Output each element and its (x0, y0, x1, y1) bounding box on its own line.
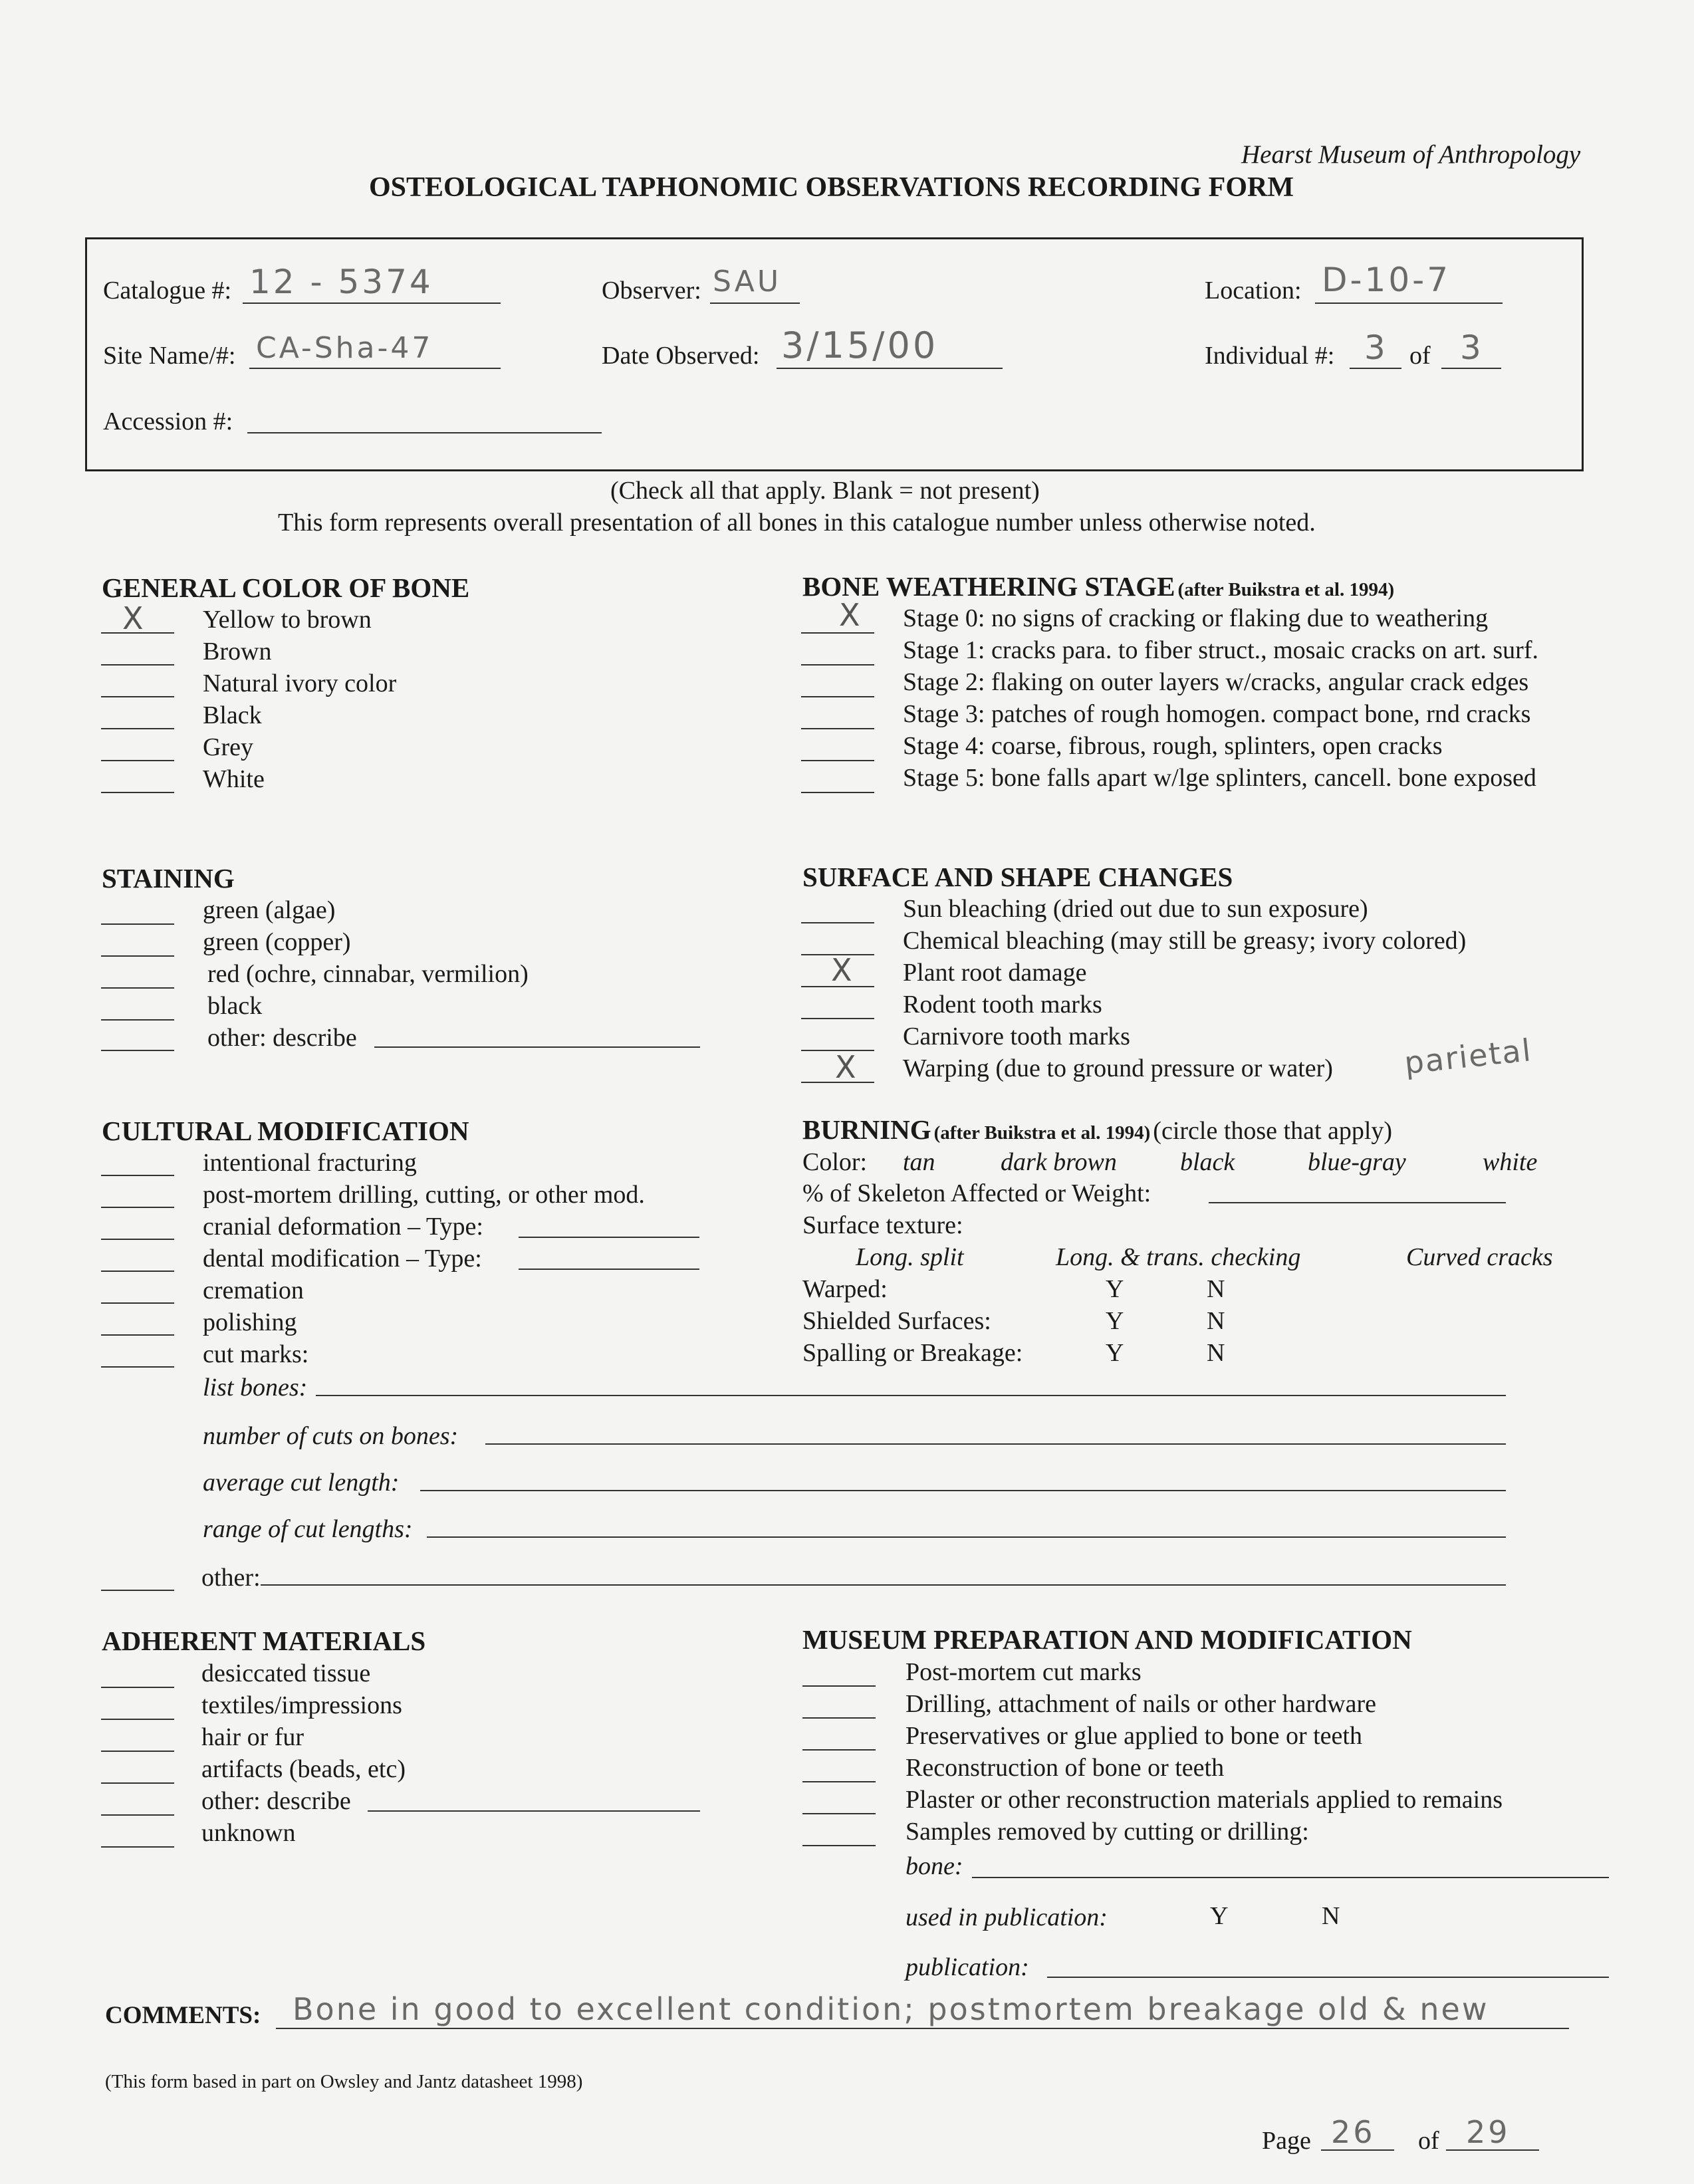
burning-color-dark-brown[interactable]: dark brown (1001, 1148, 1117, 1176)
list-item: hair or fur (201, 1723, 304, 1751)
list-item: Post-mortem cut marks (906, 1658, 1142, 1686)
check-mark: X (835, 1049, 856, 1085)
weathering-title: BONE WEATHERING STAGE (802, 571, 1175, 602)
checkbox-line[interactable] (801, 728, 874, 729)
checkbox-line[interactable] (101, 1751, 174, 1752)
list-item: Plaster or other reconstruction materials applied to remains (906, 1786, 1503, 1814)
location-value[interactable]: D-10-7 (1322, 261, 1451, 299)
list-item: unknown (201, 1819, 296, 1847)
average-cut-line[interactable] (420, 1490, 1506, 1491)
weathering-note: (after Buikstra et al. 1994) (1177, 579, 1395, 600)
checkbox-line[interactable] (101, 1050, 174, 1051)
page-label: Page (1262, 2127, 1311, 2155)
list-item: Preservatives or glue applied to bone or teeth (906, 1722, 1362, 1750)
dental-type-line[interactable] (519, 1269, 699, 1270)
list-item: Drilling, attachment of nails or other hardware (906, 1690, 1377, 1718)
list-item: desiccated tissue (201, 1659, 371, 1687)
burning-color-label: Color: (802, 1148, 868, 1176)
checkbox-line[interactable] (101, 1687, 174, 1688)
surface-title: SURFACE AND SHAPE CHANGES (802, 862, 1233, 892)
list-item: artifacts (beads, etc) (201, 1755, 406, 1783)
list-item: green (copper) (203, 928, 351, 956)
burning-title-wrap (802, 1114, 1392, 1146)
other-label: other: (201, 1564, 261, 1592)
list-item: Stage 3: patches of rough homogen. compact bone, rnd cracks (903, 700, 1531, 728)
checkbox-line[interactable] (101, 1846, 174, 1848)
individual-total[interactable]: 3 (1460, 328, 1484, 367)
instructions-line1: (Check all that apply. Blank = not present) (610, 477, 1040, 505)
checkbox-line[interactable] (802, 1813, 876, 1814)
catalogue-label: Catalogue #: (103, 277, 232, 304)
used-y[interactable]: Y (1210, 1902, 1229, 1930)
list-item: Grey (203, 733, 253, 761)
list-item: White (203, 765, 265, 793)
burning-row-y[interactable]: Y (1106, 1307, 1124, 1335)
checkbox-line[interactable] (101, 728, 174, 729)
checkbox-line[interactable] (101, 760, 174, 761)
burning-row-y[interactable]: Y (1106, 1339, 1124, 1367)
list-item: Stage 1: cracks para. to fiber struct., mosaic cracks on art. surf. (903, 636, 1538, 664)
general-color-title: GENERAL COLOR OF BONE (102, 572, 470, 603)
checkbox-line[interactable] (101, 955, 174, 957)
check-mark: X (839, 597, 860, 633)
instructions-line2: This form represents overall presentation of all bones in this catalogue number unless otherwise noted. (278, 509, 1316, 537)
check-mark: X (831, 952, 852, 988)
burning-row-label: Shielded Surfaces: (802, 1307, 991, 1335)
burning-color-blue-gray[interactable]: blue-gray (1308, 1148, 1406, 1176)
adherent-title: ADHERENT MATERIALS (102, 1626, 426, 1656)
list-item: Black (203, 701, 262, 729)
checkbox-line[interactable] (101, 1366, 174, 1368)
form-title: OSTEOLOGICAL TAPHONOMIC OBSERVATIONS RECORDING FORM (369, 172, 1294, 203)
individual-label: Individual #: (1205, 342, 1335, 370)
checkbox-line[interactable] (101, 1207, 174, 1208)
individual-line (1350, 368, 1401, 369)
list-bones-label: list bones: (203, 1374, 308, 1401)
checkbox-line[interactable] (801, 760, 874, 761)
weathering-title-wrap (802, 570, 1394, 602)
list-item: cremation (203, 1276, 304, 1304)
individual-value[interactable]: 3 (1364, 328, 1388, 367)
checkbox-line[interactable] (802, 1781, 876, 1782)
burning-instruction: (circle those that apply) (1153, 1117, 1393, 1145)
cranial-type-line[interactable] (519, 1237, 699, 1238)
checkbox-line[interactable] (101, 1590, 174, 1591)
list-item: Sun bleaching (dried out due to sun exposure) (903, 895, 1368, 923)
source-note: (This form based in part on Owsley and Jantz datasheet 1998) (105, 2071, 583, 2092)
list-item: Warping (due to ground pressure or water) (903, 1054, 1333, 1082)
catalogue-line (243, 303, 501, 304)
staining-describe-line[interactable] (374, 1046, 700, 1048)
list-item: textiles/impressions (201, 1691, 402, 1719)
list-item: Reconstruction of bone or teeth (906, 1754, 1225, 1782)
site-label: Site Name/#: (103, 342, 236, 370)
publication-label: publication: (906, 1953, 1029, 1981)
burning-row-n[interactable]: N (1207, 1339, 1225, 1367)
checkbox-line[interactable] (101, 1302, 174, 1304)
list-bones-line[interactable] (316, 1395, 1506, 1396)
average-cut-label: average cut length: (203, 1469, 400, 1497)
site-value[interactable]: CA-Sha-47 (256, 331, 433, 365)
comments-line (276, 2028, 1569, 2029)
checkbox-line[interactable] (101, 1271, 174, 1272)
burning-pct-label: % of Skeleton Affected or Weight: (802, 1179, 1151, 1207)
warping-note: parietal (1402, 1032, 1534, 1081)
museum-prep-title: MUSEUM PREPARATION AND MODIFICATION (802, 1624, 1412, 1655)
burning-title: BURNING (802, 1114, 931, 1145)
checkbox-line[interactable] (801, 922, 874, 923)
date-line (777, 368, 1003, 369)
list-item: cut marks: (203, 1340, 309, 1368)
range-cut-label: range of cut lengths: (203, 1515, 413, 1543)
list-item: polishing (203, 1308, 297, 1336)
list-item: Rodent tooth marks (903, 991, 1102, 1019)
list-item: Samples removed by cutting or drilling: (906, 1818, 1309, 1846)
list-item: Carnivore tooth marks (903, 1023, 1130, 1050)
page-value[interactable]: 26 (1331, 2114, 1376, 2150)
accession-label: Accession #: (103, 408, 233, 435)
burning-color-black[interactable]: black (1180, 1148, 1235, 1176)
list-item: Natural ivory color (203, 669, 397, 697)
list-item: dental modification – Type: (203, 1245, 482, 1273)
check-mark: X (122, 600, 144, 636)
checkbox-line[interactable] (802, 1749, 876, 1751)
checkbox-line[interactable] (801, 664, 874, 666)
list-item: Yellow to brown (203, 606, 372, 634)
bone-line[interactable] (972, 1877, 1609, 1878)
site-line (249, 368, 501, 369)
checkbox-line[interactable] (101, 664, 174, 666)
list-item: Chemical bleaching (may still be greasy; ivory colored) (903, 927, 1467, 955)
list-item: Stage 5: bone falls apart w/lge splinters, cancell. bone exposed (903, 764, 1536, 792)
checkbox-line[interactable] (101, 987, 174, 989)
checkbox-line[interactable] (802, 1717, 876, 1719)
other-line[interactable] (261, 1584, 1506, 1586)
staining-title: STAINING (102, 863, 235, 894)
burning-row-y[interactable]: Y (1106, 1275, 1124, 1303)
checkbox-line[interactable] (101, 923, 174, 925)
checkbox-line[interactable] (802, 1685, 876, 1687)
date-label: Date Observed: (602, 342, 760, 370)
list-item: Stage 0: no signs of cracking or flaking due to weathering (903, 604, 1489, 632)
location-line (1315, 303, 1503, 304)
publication-line[interactable] (1047, 1977, 1609, 1978)
comments-label: COMMENTS: (105, 2002, 261, 2029)
range-cut-line[interactable] (427, 1536, 1506, 1538)
checkbox-line[interactable] (101, 1334, 174, 1336)
burning-color-white[interactable]: white (1483, 1148, 1538, 1176)
list-item: intentional fracturing (203, 1149, 417, 1177)
burning-row-label: Warped: (802, 1275, 888, 1303)
checkbox-line[interactable] (101, 1019, 174, 1021)
checkbox-line[interactable] (801, 1018, 874, 1019)
number-cuts-line[interactable] (485, 1443, 1506, 1445)
texture-long-split: Long. split (856, 1243, 964, 1271)
burning-texture-label: Surface texture: (802, 1211, 963, 1239)
location-label: Location: (1205, 277, 1302, 304)
list-item: red (ochre, cinnabar, vermilion) (207, 960, 529, 988)
list-item: post-mortem drilling, cutting, or other mod. (203, 1181, 645, 1209)
individual-total-line (1441, 368, 1501, 369)
checkbox-line[interactable] (802, 1845, 876, 1846)
number-cuts-label: number of cuts on bones: (203, 1422, 459, 1450)
bone-label: bone: (906, 1852, 963, 1880)
checkbox-line[interactable] (101, 792, 174, 793)
observer-value[interactable]: SAU (713, 265, 782, 299)
checkbox-line[interactable] (101, 1175, 174, 1176)
individual-of: of (1409, 342, 1431, 370)
texture-long-trans: Long. & trans. checking (1056, 1243, 1301, 1271)
burning-row-n[interactable]: N (1207, 1275, 1225, 1303)
burning-row-label: Spalling or Breakage: (802, 1339, 1023, 1367)
observer-line (710, 303, 800, 304)
checkbox-line[interactable] (101, 696, 174, 697)
checkbox-line[interactable] (801, 696, 874, 697)
texture-curved: Curved cracks (1406, 1243, 1553, 1271)
burning-color-tan[interactable]: tan (903, 1148, 935, 1176)
checkbox-line[interactable] (801, 632, 874, 634)
total-value[interactable]: 29 (1466, 2114, 1511, 2150)
list-item: Plant root damage (903, 959, 1087, 987)
catalogue-value[interactable]: 12 - 5374 (249, 263, 433, 301)
burning-row-n[interactable]: N (1207, 1307, 1225, 1335)
observer-label: Observer: (602, 277, 701, 304)
used-n[interactable]: N (1322, 1902, 1340, 1930)
checkbox-line[interactable] (101, 1814, 174, 1816)
list-item: Brown (203, 638, 272, 666)
list-item: other: describe (201, 1787, 351, 1815)
list-item: green (algae) (203, 896, 336, 924)
checkbox-line[interactable] (101, 1719, 174, 1720)
checkbox-line[interactable] (801, 792, 874, 793)
checkbox-line[interactable] (101, 1239, 174, 1240)
list-item: Stage 2: flaking on outer layers w/cracks, angular crack edges (903, 668, 1529, 696)
date-value[interactable]: 3/15/00 (781, 324, 939, 366)
list-item: other: describe (207, 1024, 357, 1052)
list-item: black (207, 992, 263, 1020)
burning-pct-line[interactable] (1209, 1202, 1506, 1203)
page-of: of (1418, 2127, 1439, 2155)
comments-value[interactable]: Bone in good to excellent condition; postmortem breakage old & new (293, 1991, 1489, 2027)
list-item: Stage 4: coarse, fibrous, rough, splinters, open cracks (903, 732, 1443, 760)
checkbox-line[interactable] (101, 1782, 174, 1784)
burning-note: (after Buikstra et al. 1994) (933, 1122, 1151, 1144)
cultural-title: CULTURAL MODIFICATION (102, 1116, 469, 1146)
used-in-publication-label: used in publication: (906, 1903, 1108, 1931)
museum-name: Hearst Museum of Anthropology (1241, 140, 1581, 169)
accession-line[interactable] (247, 432, 602, 433)
list-item: cranial deformation – Type: (203, 1213, 483, 1241)
adherent-describe-line[interactable] (368, 1810, 700, 1812)
